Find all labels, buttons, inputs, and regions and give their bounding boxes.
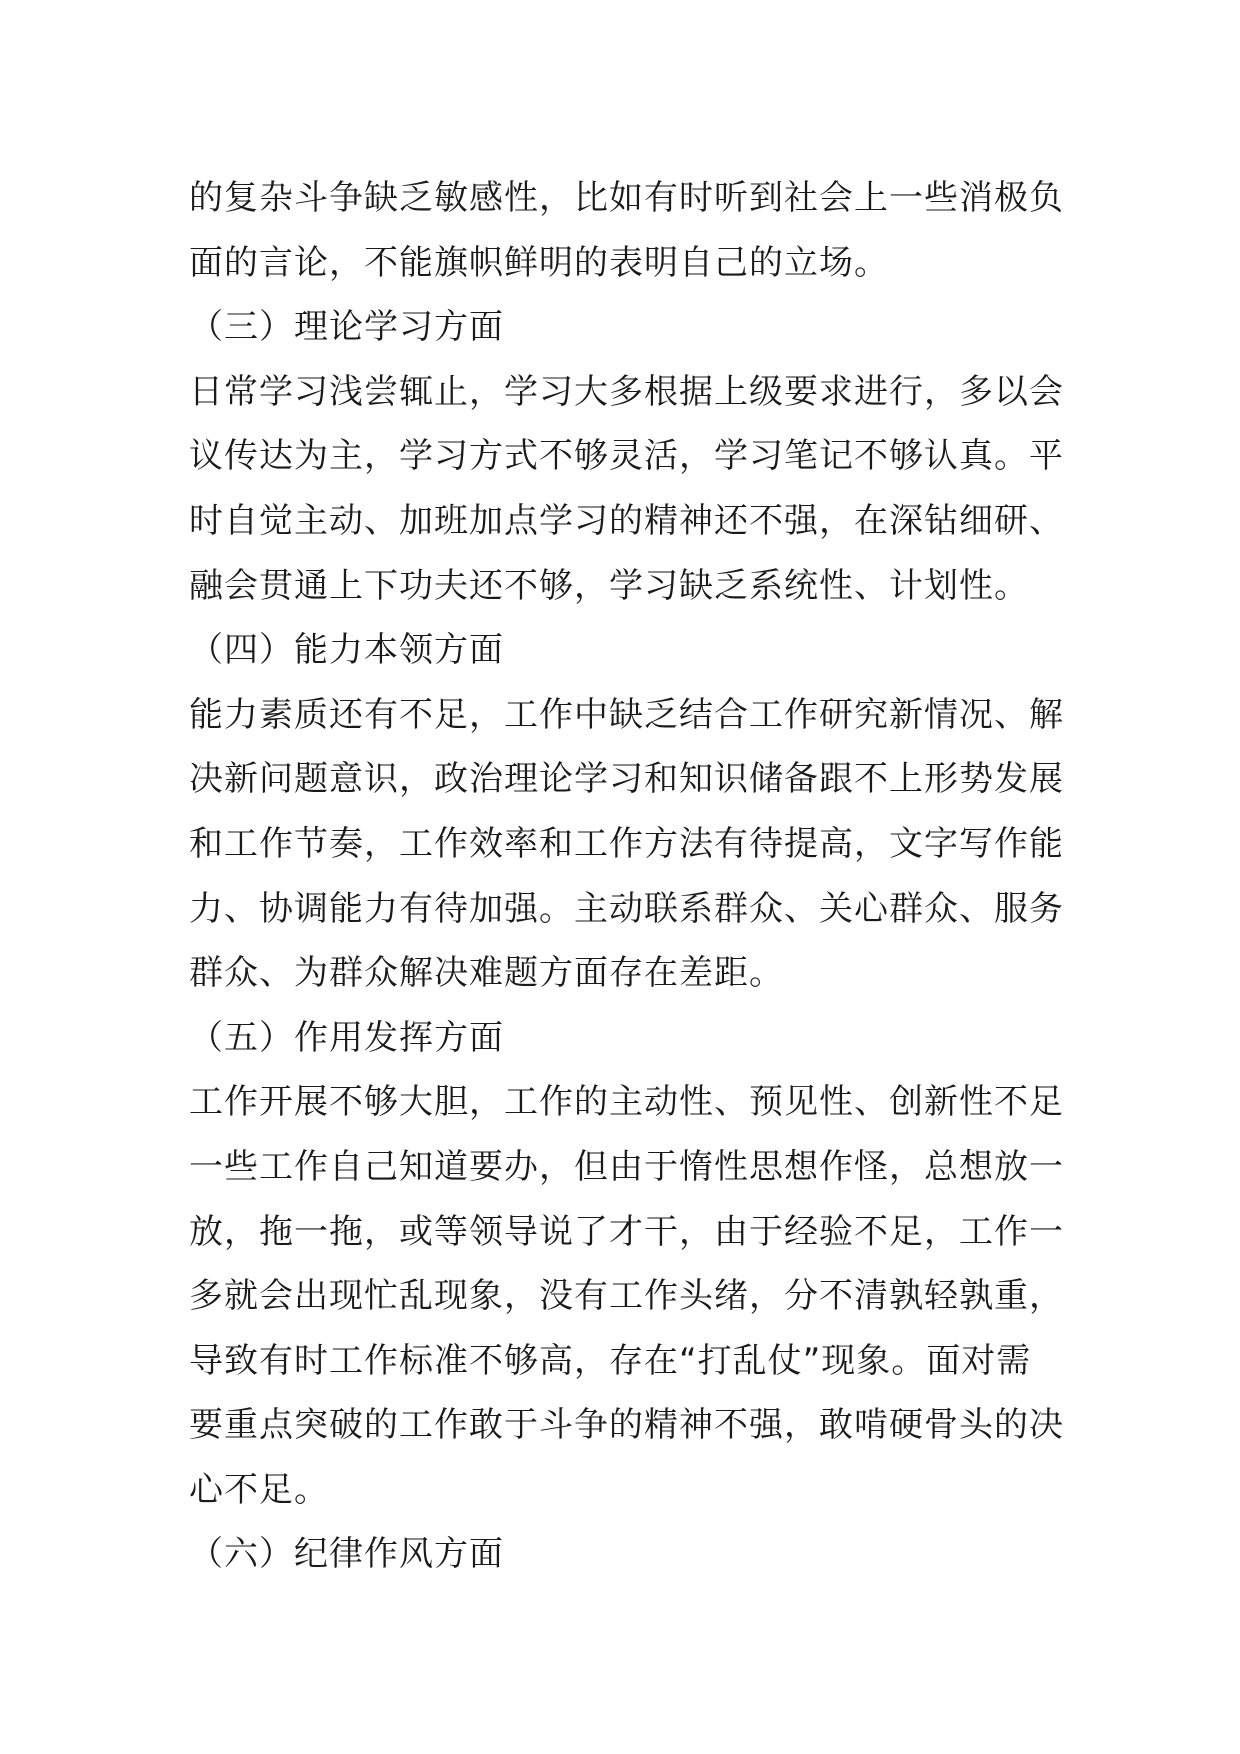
- body-text-line: 工作开展不够大胆，工作的主动性、预见性、创新性不足: [189, 1082, 1064, 1123]
- body-text-line: 决新问题意识，政治理论学习和知识储备跟不上形势发展: [189, 759, 1064, 800]
- section-heading: （四）能力本领方面: [189, 630, 504, 671]
- body-text-line: 放，拖一拖，或等领导说了才干，由于经验不足，工作一: [189, 1211, 1064, 1252]
- body-text-line: 议传达为主，学习方式不够灵活，学习笔记不够认真。平: [189, 436, 1064, 477]
- document-body: [189, 166, 1064, 1587]
- body-text-line: 多就会出现忙乱现象，没有工作头绪，分不清孰轻孰重，: [189, 1276, 1064, 1317]
- body-text-line: 的复杂斗争缺乏敏感性，比如有时听到社会上一些消极负: [189, 178, 1064, 218]
- body-text-line: 心不足。: [189, 1469, 329, 1510]
- body-text-line: 导致有时工作标准不够高，存在“打乱仗”现象。面对需: [189, 1340, 1032, 1381]
- body-text-line: 力、协调能力有待加强。主动联系群众、关心群众、服务: [189, 888, 1064, 929]
- body-text-line: 能力素质还有不足，工作中缺乏结合工作研究新情况、解: [189, 694, 1064, 735]
- body-text-line: 和工作节奏，工作效率和工作方法有待提高，文字写作能: [189, 823, 1064, 864]
- body-text-line: 面的言论，不能旗帜鲜明的表明自己的立场。: [189, 242, 889, 283]
- body-text-line: 群众、为群众解决难题方面存在差距。: [189, 953, 784, 994]
- section-heading: （六）纪律作风方面: [189, 1534, 504, 1575]
- body-text-line: 融会贯通上下功夫还不够，学习缺乏系统性、计划性。: [189, 565, 1029, 606]
- body-text-line: 要重点突破的工作敢于斗争的精神不强，敢啃硬骨头的决: [189, 1405, 1064, 1446]
- body-text-line: 时自觉主动、加班加点学习的精神还不强，在深钻细研、: [189, 500, 1064, 541]
- body-text-line: 日常学习浅尝辄止，学习大多根据上级要求进行，多以会: [189, 371, 1064, 412]
- section-heading: （三）理论学习方面: [189, 307, 504, 348]
- section-heading: （五）作用发挥方面: [189, 1017, 504, 1058]
- body-text-line: 一些工作自己知道要办，但由于惰性思想作怪，总想放一: [189, 1146, 1064, 1187]
